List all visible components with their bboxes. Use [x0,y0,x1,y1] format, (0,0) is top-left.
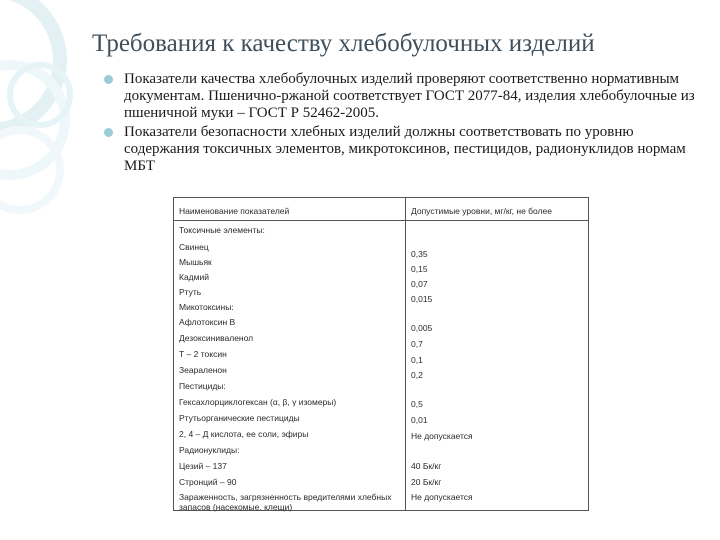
table-cell: Свинец [179,242,209,252]
page-title: Требования к качеству хлебобулочных изделий [92,30,595,57]
table-cell: Зеараленон [179,365,227,375]
table-cell: Пестициды: [179,381,226,391]
bullet-text: Показатели качества хлебобулочных изделий проверяют соответственно нормативным документам. Пшенично-ржаной соответствует ГОСТ 2077-84, изделия хлебобулочные из пшеничной муки – ГОСТ Р 52462-2005. [124,71,695,121]
table-cell: Афлотоксин В [179,317,236,327]
table-cell: 0,005 [411,323,433,333]
table-cell: Цезий – 137 [179,461,227,471]
table-cell: Не допускается [411,492,473,502]
table-cell: Ртутьорганические пестициды [179,413,300,423]
table-header-levels: Допустимые уровни, мг/кг, не более [411,206,552,216]
table-header-divider [174,220,588,221]
table-cell: Дезоксиниваленол [179,333,254,343]
table-cell: Радионуклиды: [179,445,240,455]
table-cell: Гексахлорциклогексан (α, β, γ изомеры) [179,397,337,407]
bullet-list [104,71,704,177]
table-cell: 2, 4 – Д кислота, ее соли, эфиры [179,429,309,439]
bullet-icon [104,128,113,137]
table-cell: 0,7 [411,339,423,349]
table-cell: 0,01 [411,415,428,425]
table-cell: Ртуть [179,287,202,297]
list-item [104,71,704,122]
list-item [104,124,704,175]
table-cell: 0,015 [411,294,433,304]
table-cell: запасов (насекомые, клещи) [179,502,293,512]
table-cell: 40 Бк/кг [411,461,442,471]
table-cell: Не допускается [411,431,473,441]
table-cell: Кадмий [179,272,209,282]
table-cell: 0,15 [411,264,428,274]
requirements-table [173,197,589,511]
table-cell: 20 Бк/кг [411,477,442,487]
table-cell: 0,1 [411,355,423,365]
table-cell: 0,2 [411,370,423,380]
table-header-name: Наименование показателей [179,206,290,216]
table-cell: 0,5 [411,399,423,409]
table-cell: Т – 2 токсин [179,349,227,359]
table-cell: Зараженность, загрязненность вредителями хлебных [179,492,392,502]
table-cell: Мышьяк [179,257,212,267]
bullet-icon [104,75,113,84]
table-cell: 0,35 [411,249,428,259]
bullet-text: Показатели безопасности хлебных изделий должны соответствовать по уровню содержания токсичных элементов, микротоксинов, пестицидов, радионуклидов нормам МБТ [124,124,686,174]
table-cell: Токсичные элементы: [179,225,265,235]
table-cell: Микотоксины: [179,302,234,312]
table-cell: 0,07 [411,279,428,289]
table-column-divider [405,198,406,510]
table-cell: Стронций – 90 [179,477,237,487]
